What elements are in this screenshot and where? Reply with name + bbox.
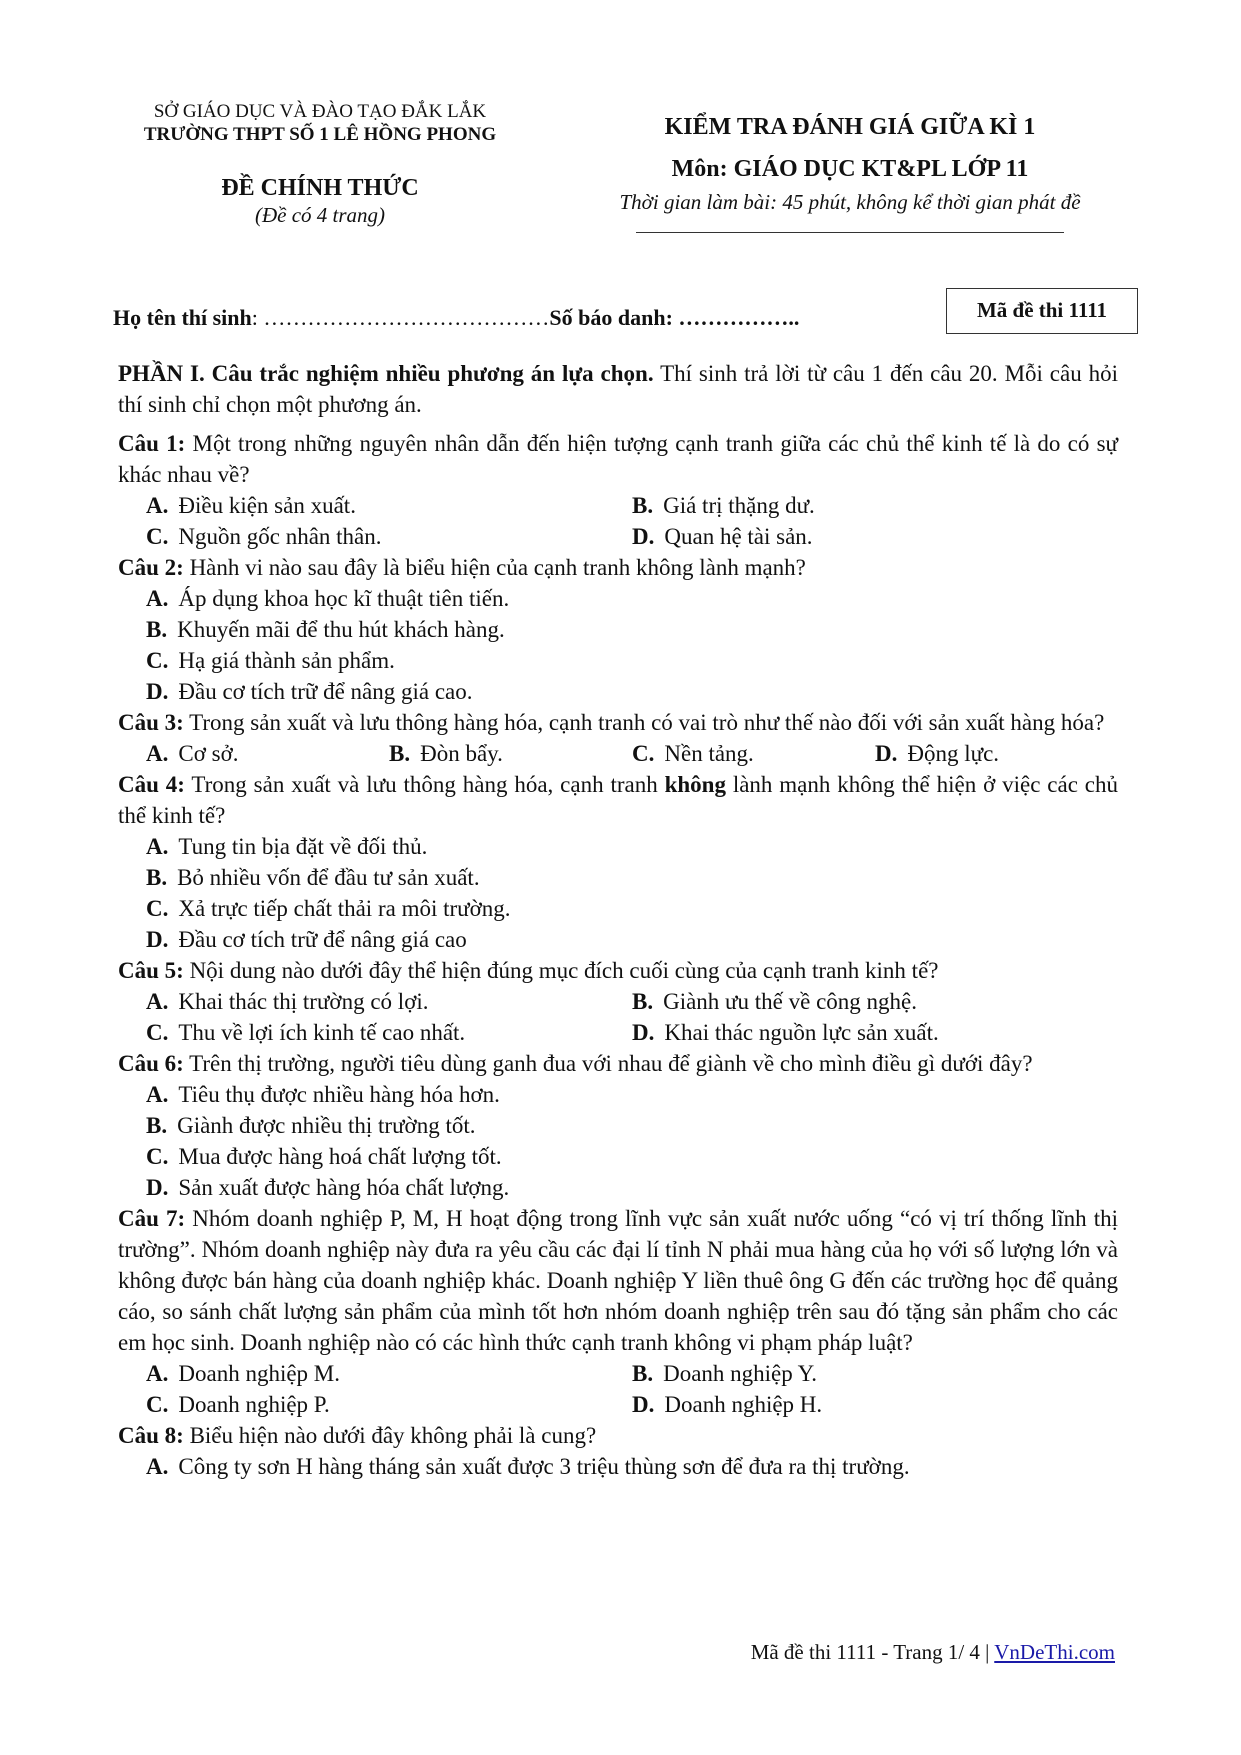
option-text: Thu về lợi ích kinh tế cao nhất. [178,1020,466,1045]
option-a [146,1451,1118,1482]
option-c [146,893,1118,924]
option-letter: D. [632,1020,655,1045]
option-d [146,1172,1118,1203]
header-left [100,100,540,228]
option-b [146,862,1118,893]
option-c [632,738,875,769]
section-intro [118,358,1118,420]
option-text: Khuyến mãi để thu hút khách hàng. [177,617,505,642]
option-a [146,738,389,769]
option-letter: A. [146,741,169,766]
question-number: Câu 8: [118,1423,184,1448]
option-text: Giành ưu thế về công nghệ. [663,989,917,1014]
name-blank: : ………………………………… [251,305,550,330]
option-letter: C. [632,741,655,766]
option-d [632,521,1118,552]
student-id-label: Số báo danh: …………….. [549,305,800,330]
option-d [632,1017,1118,1048]
question-number: Câu 7: [118,1206,186,1231]
option-text: Giá trị thặng dư. [663,493,815,518]
school-name: TRƯỜNG THPT SỐ 1 LÊ HỒNG PHONG [143,124,497,145]
option-c [146,1017,632,1048]
question-number: Câu 1: [118,431,186,456]
options [118,738,1118,769]
options [118,490,1118,552]
option-text: Doanh nghiệp M. [178,1361,340,1386]
question-text: Hành vi nào sau đây là biểu hiện của cạnh tranh không lành mạnh? [183,555,806,580]
option-text: Mua được hàng hoá chất lượng tốt. [178,1144,502,1169]
option-letter: D. [146,927,169,952]
question-number: Câu 3: [118,710,184,735]
option-d [875,738,1118,769]
option-a [146,490,632,521]
question-emphasis: không [664,772,726,797]
question-text: Trên thị trường, người tiêu dùng ganh đua với nhau để giành về cho mình điều gì dưới đây? [183,1051,1033,1076]
question-text: Nhóm doanh nghiệp P, M, H hoạt động trong lĩnh vực sản xuất nước uống “có vị trí thống lĩnh thị trường”. Nhóm doanh nghiệp này đưa ra yêu cầu các đại lí tỉnh N phải mua hàng của họ với số lượng lớn và không được bán hàng của doanh nghiệp khác. Doanh nghiệp Y liền thuê ông G đến các trường học để quảng cáo, so sánh chất lượng sản phẩm của mình tốt hơn nhóm doanh nghiệp trên sau đó tặng sản phẩm cho các em học sinh. Doanh nghiệp nào có các hình thức cạnh tranh không vi phạm pháp luật? [118,1206,1119,1355]
official-label: ĐỀ CHÍNH THỨC [221,175,419,201]
question-text: Biểu hiện nào dưới đây không phải là cung? [183,1423,597,1448]
option-text: Khai thác nguồn lực sản xuất. [664,1020,939,1045]
option-letter: C. [146,648,169,673]
footer-text: Mã đề thi 1111 - Trang 1/ 4 | [750,1640,995,1664]
option-b [146,614,1118,645]
option-letter: A. [146,1454,169,1479]
header-right [560,112,1140,233]
option-letter: A. [146,586,169,611]
option-letter: B. [146,617,168,642]
option-text: Doanh nghiệp Y. [663,1361,818,1386]
options [118,583,1118,707]
option-letter: B. [146,1113,168,1138]
option-b [632,1358,1118,1389]
question-number: Câu 6: [118,1051,184,1076]
option-a [146,831,1118,862]
exam-title: KIỂM TRA ĐÁNH GIÁ GIỮA KÌ 1 [664,114,1036,140]
name-label: Họ tên thí sinh [113,305,252,330]
option-c [146,521,632,552]
section-text: Thí sinh trả lời từ câu 1 đến câu 20. Mỗi câu hỏi thí sinh chỉ chọn một phương án. [118,361,1118,417]
options [118,1451,1118,1482]
option-letter: B. [146,865,168,890]
option-text: Nguồn gốc nhân thân. [178,524,382,549]
exam-body [118,358,1118,1482]
options [118,831,1118,955]
option-b [389,738,632,769]
option-text: Quan hệ tài sản. [664,524,813,549]
question-3 [118,707,1118,769]
option-letter: C. [146,896,169,921]
option-d [146,676,1118,707]
question-8 [118,1420,1118,1482]
question-2 [118,552,1118,707]
question-number: Câu 2: [118,555,184,580]
option-letter: D. [146,1175,169,1200]
option-letter: A. [146,834,169,859]
option-a [146,986,632,1017]
option-b [146,1110,1118,1141]
student-info-line [113,305,799,331]
option-letter: C. [146,524,169,549]
option-c [146,645,1118,676]
option-letter: A. [146,1082,169,1107]
option-a [146,1079,1118,1110]
option-letter: A. [146,493,169,518]
option-text: Tung tin bịa đặt về đối thủ. [178,834,428,859]
pages-note: (Đề có 4 trang) [254,203,386,227]
option-a [146,1358,632,1389]
option-text: Đầu cơ tích trữ để nâng giá cao. [178,679,473,704]
option-letter: B. [632,1361,654,1386]
section-title: PHẦN I. Câu trắc nghiệm nhiều phương án lựa chọn. [118,361,654,386]
option-letter: C. [146,1144,169,1169]
option-letter: B. [389,741,411,766]
option-text: Doanh nghiệp H. [664,1392,823,1417]
option-a [146,583,1118,614]
option-text: Doanh nghiệp P. [178,1392,330,1417]
question-4 [118,769,1118,955]
question-text: Một trong những nguyên nhân dẫn đến hiện tượng cạnh tranh giữa các chủ thể kinh tế là do có sự khác nhau về? [118,431,1118,487]
question-6 [118,1048,1118,1203]
option-d [146,924,1118,955]
option-letter: B. [632,989,654,1014]
option-text: Xả trực tiếp chất thải ra môi trường. [178,896,511,921]
option-c [146,1141,1118,1172]
exam-code-box: Mã đề thi 1111 [946,288,1138,334]
question-text: Trong sản xuất và lưu thông hàng hóa, cạnh tranh có vai trò như thế nào đối với sản xuất hàng hóa? [183,710,1105,735]
option-letter: D. [875,741,898,766]
question-text: Trong sản xuất và lưu thông hàng hóa, cạnh tranh [184,772,665,797]
question-number: Câu 5: [118,958,184,983]
option-text: Sản xuất được hàng hóa chất lượng. [178,1175,510,1200]
option-text: Hạ giá thành sản phẩm. [178,648,395,673]
question-number: Câu 4: [118,772,185,797]
option-d [632,1389,1118,1420]
option-letter: D. [146,679,169,704]
option-b [632,490,1118,521]
question-text: Nội dung nào dưới đây thể hiện đúng mục đích cuối cùng của cạnh tranh kinh tế? [183,958,939,983]
option-text: Giành được nhiều thị trường tốt. [177,1113,476,1138]
time-note: Thời gian làm bài: 45 phút, không kể thời gian phát đề [619,190,1081,214]
option-text: Đòn bẩy. [420,741,503,766]
option-text: Động lực. [907,741,1000,766]
option-text: Khai thác thị trường có lợi. [178,989,429,1014]
option-letter: D. [632,524,655,549]
option-text: Áp dụng khoa học kĩ thuật tiên tiến. [178,586,510,611]
exam-subject: Môn: GIÁO DỤC KT&PL LỚP 11 [671,156,1029,182]
option-text: Nền tảng. [664,741,754,766]
option-letter: C. [146,1392,169,1417]
option-text: Cơ sở. [178,741,239,766]
options [118,986,1118,1048]
option-text: Công ty sơn H hàng tháng sản xuất được 3 triệu thùng sơn để đưa ra thị trường. [178,1454,910,1479]
department-name: SỞ GIÁO DỤC VÀ ĐÀO TẠO ĐẮK LẮK [153,101,487,122]
option-text: Đầu cơ tích trữ để nâng giá cao [178,927,467,952]
option-letter: D. [632,1392,655,1417]
option-text: Bỏ nhiều vốn để đầu tư sản xuất. [177,865,480,890]
option-text: Tiêu thụ được nhiều hàng hóa hơn. [178,1082,500,1107]
question-1 [118,428,1118,552]
options [118,1358,1118,1420]
question-text-rest: lành mạnh không thể hiện ở việc các chủ thể kinh tế? [118,772,1118,828]
question-7 [118,1203,1118,1420]
page-footer [751,1640,1115,1665]
question-5 [118,955,1118,1048]
header-divider [636,232,1064,233]
options [118,1079,1118,1203]
option-text: Điều kiện sản xuất. [178,493,356,518]
option-letter: B. [632,493,654,518]
option-letter: A. [146,1361,169,1386]
option-b [632,986,1118,1017]
option-c [146,1389,632,1420]
option-letter: A. [146,989,169,1014]
footer-link[interactable]: VnDeThi.com [994,1640,1115,1664]
option-letter: C. [146,1020,169,1045]
